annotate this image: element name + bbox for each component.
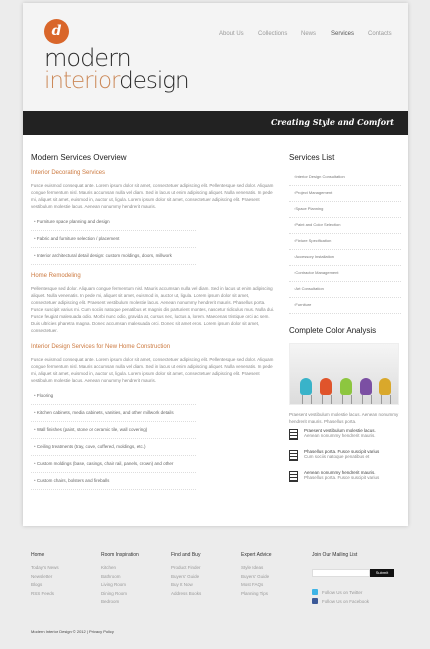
facebook-icon [312,598,318,604]
main-content [31,153,276,498]
twitter-icon [312,589,318,595]
nav-item-services[interactable]: Services [331,31,355,37]
document-icon [289,450,298,461]
list-item: • Custom moldings (base, casings, chair rail, panels, crown) and other [31,456,196,473]
footer-link[interactable]: Today's News [31,565,59,570]
nav-item-collections[interactable]: Collections [258,31,288,37]
list-item: • Custom chairs, bolsters and fireballs [31,473,196,490]
services-list-item[interactable]: › Interior Design Consultation [289,170,401,186]
services-list [289,170,401,314]
list-item: • Furniture space planning and design [31,214,196,231]
slogan-banner [23,111,408,135]
footer-column-room-inspiration [101,552,139,607]
section-heading-new-construction[interactable]: Interior Design Services for New Home Construction [31,344,171,350]
footer-heading: Expert Advice [241,552,272,558]
media-title: Praesent vestibulum molestie lacus. [304,428,376,433]
footer-link[interactable]: Style Ideas [241,565,264,570]
chair-image [379,378,391,395]
page-container [23,3,408,526]
section-paragraph-decorating: Fusce euismod consequat ante. Lorem ipsum dolor sit amet, consectetuer adipiscing elit. Pellentesque sed dolor. Aliquam congue fermentum nisl. Mauris accumsan nulla vel diam. Sed in lacus ut enim adipiscing aliquet. Nulla venenatis. In pede mi, aliquet sit amet, euismod in, auctor ut, ligula. Lorem ipsum dolor sit amet, consectetuer adipiscing elit. Praesent vestibulum molestie lacus. Aenean nonummy hendrerit mauris. [31,183,274,209]
color-analysis-title: Complete Color Analysis [289,326,377,335]
mailing-form [312,564,402,582]
nav-item-news[interactable]: News [301,31,317,37]
footer-link[interactable]: Planning Tips [241,590,269,596]
footer-column-find-and-buy [171,552,201,598]
site-header [23,3,408,111]
footer-heading: Find and Buy [171,552,201,558]
media-title: Aenean nonummy hendrerit mauris. [304,470,376,475]
list-item: • Kitchen cabinets, media cabinets, vanities, and other millwork details [31,405,196,422]
services-list-item[interactable]: › Art Consultation [289,282,401,298]
list-item: • Wall finishes (paint, stone or ceramic tile, wall covering) [31,422,196,439]
media-item[interactable] [289,428,401,446]
logo-text-interiordesign[interactable] [44,69,189,93]
logo-text-design: design [119,68,189,94]
logo-text-interior: interior [44,68,120,94]
footer-link[interactable]: Most FAQs [241,582,264,587]
footer-link[interactable]: RSS Feeds [31,590,55,596]
submit-button[interactable]: Submit [370,569,394,577]
logo-badge[interactable]: d [44,19,69,44]
services-list-item[interactable]: › Furniture [289,298,401,314]
copyright-text: Modern Interior Design © 2012 | Privacy Policy [31,629,114,634]
footer-link[interactable]: Living Room [101,582,127,587]
media-item[interactable] [289,449,401,467]
document-icon [289,471,298,482]
services-list-item[interactable]: › Contractor Management [289,266,401,282]
nav-item-contacts[interactable]: Contacts [368,31,392,37]
list-item: • Interior architectural detail design: custom moldings, doors, millwork [31,248,196,265]
footer-link[interactable]: Dining Room [101,590,128,596]
media-subtitle: Aenean nonummy hendrerit mauris. [304,433,376,438]
media-title: Phasellus porta. Fusce suscipit varius [304,449,380,454]
footer-column-home [31,552,59,598]
twitter-link[interactable] [312,589,402,595]
nav-item-about-us[interactable]: About Us [219,31,244,37]
services-list-item[interactable]: › Fixture Specification [289,234,401,250]
footer-heading: Room Inspiration [101,552,139,558]
footer-link[interactable]: Buyers' Guide [241,573,270,579]
footer-link[interactable]: Newsletter [31,573,53,579]
construction-bullet-list [31,388,196,490]
section-paragraph-remodeling: Pellentesque sed dolor. Aliquam congue fermentum nisl. Mauris accumsan nulla vel diam. Sed in lacus ut enim adipiscing aliquet. Nulla venenatis. In pede mi, aliquet sit amet, euismod in, auctor ut, ligula. Lorem ipsum dolor sit amet, consectetuer adipiscing elit. Praesent vestibulum molestie lacus. Aenean nonummy hendrerit mauris. Phasellus porta. Fusce suscipit varius mi. Cum sociis natoque penatibus et magnis dis parturient montes, nascetur ridiculus mus. Nulla dui. Fusce feugiat malesuada odio. Morbi nunc odio, gravida at, cursus nec, luctus a, lorem. Maecenas tristique orci ac sem. Duis ultricies pharetra magna. Donec accumsan malesuada orci. Donec sit amet eros. Lorem ipsum dolor sit amet, consectetuer. [31,286,275,333]
section-heading-decorating[interactable]: Interior Decorating Services [31,170,106,176]
footer-heading: Home [31,552,45,558]
services-list-item[interactable]: › Space Planning [289,202,401,218]
services-list-item[interactable]: › Accessory Installation [289,250,401,266]
footer-link[interactable]: Blogs [31,582,43,587]
media-item[interactable] [289,470,401,488]
media-subtitle: Cum sociis natoque penatibus et [304,454,370,459]
section-paragraph-new-construction: Fusce euismod consequat ante. Lorem ipsum dolor sit amet, consectetuer adipiscing elit. Pellentesque sed dolor. Aliquam congue fermentum nisl. Mauris accumsan nulla vel diam. Sed in lacus ut enim adipiscing aliquet. Nulla venenatis. In pede mi, aliquet sit amet, euismod in, auctor ut, ligula. Lorem ipsum dolor sit amet, consectetuer adipiscing elit. Praesent vestibulum molestie lacus. Aenean nonummy hendrerit mauris. [31,357,274,383]
services-list-item[interactable]: › Project Management [289,186,401,202]
footer-mailing-list [312,552,402,604]
document-icon [289,429,298,440]
slogan-text: Creating Style and Comfort [270,117,394,127]
footer-column-expert-advice [241,552,272,598]
footer-link[interactable]: Kitchen [101,565,117,570]
decorating-bullet-list [31,214,196,265]
footer-link[interactable]: Bathroom [101,573,121,579]
footer-link[interactable]: Buyers' Guide [171,573,200,579]
colored-chairs-photo [289,343,399,405]
chair-image [320,378,332,395]
email-field[interactable] [312,569,370,577]
list-item: • Flooring [31,388,196,405]
services-list-title: Services List [289,153,335,162]
twitter-label: Follow Us on Twitter [322,589,363,595]
mailing-list-heading: Join Our Mailing List [312,552,358,558]
facebook-link[interactable] [312,598,402,604]
media-subtitle: Phasellus porta. Fusce suscipit varius [304,475,380,480]
services-list-item[interactable]: › Paint and Color Selection [289,218,401,234]
chair-image [300,378,312,395]
page-title: Modern Services Overview [31,153,127,162]
color-analysis-caption: Praesent vestibulum molestie lacus. Aenean nonummy hendrerit mauris. Phasellus porta. [289,412,399,424]
main-nav [23,31,408,41]
sidebar [289,153,401,488]
footer-link[interactable]: Buy It Now [171,582,193,587]
facebook-label: Follow Us on Facebook [322,598,370,604]
list-item: • Fabric and furniture selection / placement [31,231,196,248]
logo-text-modern[interactable]: modern [44,44,131,72]
chair-image [340,378,352,395]
footer-link[interactable]: Product Finder [171,565,201,570]
chair-image [360,378,372,395]
footer-link[interactable]: Bedroom [101,599,120,604]
footer-link[interactable]: Address Books [171,590,202,596]
list-item: • Ceiling treatments (tray, cove, coffered, moldings, etc.) [31,439,196,456]
section-heading-remodeling[interactable]: Home Remodeling [31,273,81,279]
